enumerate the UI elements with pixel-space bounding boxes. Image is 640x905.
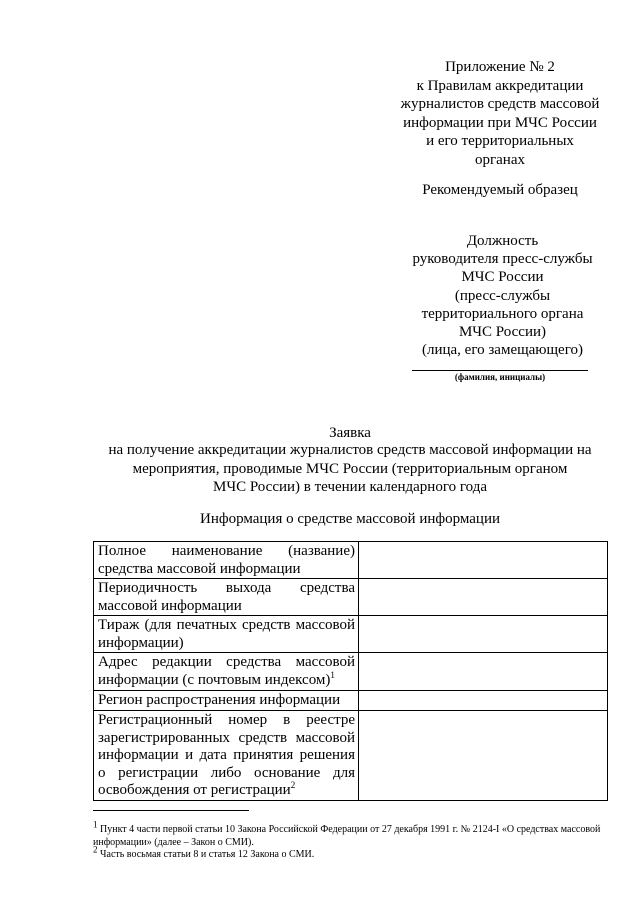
footnote-ref: 2 <box>290 780 296 790</box>
row-label-text: Полное наименование (название) средства массовой информации <box>98 543 355 577</box>
addressee-line: руководителя пресс-службы <box>412 251 593 268</box>
appendix-line: Приложение № 2 <box>445 59 555 75</box>
subtitle-line: МЧС России) в течении календарного года <box>212 479 487 496</box>
row-value-field[interactable] <box>359 616 608 653</box>
table-row <box>94 711 608 801</box>
footnotes <box>93 819 608 862</box>
footnote <box>93 819 608 849</box>
row-value-field[interactable] <box>359 653 608 691</box>
addressee-line: территориального органа <box>421 305 584 322</box>
subtitle-line: на получение аккредитации журналистов средств массовой информации на <box>108 442 592 458</box>
section-title: Информация о средстве массовой информации <box>199 511 500 527</box>
application-title: Заявка <box>329 425 371 441</box>
subtitle-line: мероприятия, проводимые МЧС России (территориальным органом <box>132 460 568 477</box>
table-row <box>94 691 608 711</box>
addressee-line: (пресс-службы <box>454 287 551 304</box>
row-label-text: Адрес редакции средства массовой информации (с почтовым индексом) <box>98 654 355 688</box>
row-label <box>94 711 359 801</box>
appendix-line: и его территориальных <box>426 133 574 150</box>
footnote <box>93 844 608 862</box>
row-value-field[interactable] <box>359 711 608 801</box>
row-label <box>94 691 359 711</box>
row-label-text: Тираж (для печатных средств массовой информации) <box>98 617 355 651</box>
row-label <box>94 653 359 691</box>
footnote-separator <box>93 810 249 811</box>
row-value-field[interactable] <box>359 579 608 616</box>
row-label <box>94 579 359 616</box>
addressee-line: Должность <box>466 233 539 249</box>
table-row <box>94 616 608 653</box>
addressee-line: МЧС России <box>461 269 544 286</box>
row-label-text: Регистрационный номер в реестре зарегистрированных средств массовой информации и дата принятия решения о регистрации либо основание для освобождения от регистрации <box>98 712 355 798</box>
footnote-text: Часть восьмая статьи 8 и статья 12 Закона о СМИ. <box>100 849 315 861</box>
table-row <box>94 653 608 691</box>
appendix-line: информации при МЧС России <box>403 114 597 131</box>
footnote-mark: 2 <box>93 844 98 855</box>
row-label <box>94 616 359 653</box>
footnote-mark: 1 <box>93 819 98 830</box>
media-info-table <box>93 541 608 801</box>
row-value-field[interactable] <box>359 691 608 711</box>
appendix-line: органах <box>475 151 525 168</box>
table-row <box>94 542 608 579</box>
application-subtitle <box>100 441 600 497</box>
sample-label: Рекомендуемый образец <box>422 182 578 198</box>
row-value-field[interactable] <box>359 542 608 579</box>
table-row <box>94 579 608 616</box>
appendix-line: журналистов средств массовой <box>400 96 600 113</box>
signature-caption: (фамилия, инициалы) <box>454 372 546 382</box>
signature-line <box>412 370 588 371</box>
footnote-text: Пункт 4 части первой статьи 10 Закона Российской Федерации от 27 декабря 1991 г. № 2124-I «О средствах массовой информации» (далее – Закон о СМИ). <box>93 824 601 848</box>
appendix-header <box>395 58 605 170</box>
footnote-ref: 1 <box>330 669 335 680</box>
appendix-line: к Правилам аккредитации <box>416 77 584 94</box>
row-label <box>94 542 359 579</box>
addressee-line: МЧС России) <box>458 324 547 341</box>
row-label-text: Периодичность выхода средства массовой информации <box>98 580 355 614</box>
addressee-block <box>395 232 610 359</box>
row-label-text: Регион распространения информации <box>98 692 341 708</box>
addressee-line: (лица, его замещающего) <box>421 342 583 359</box>
